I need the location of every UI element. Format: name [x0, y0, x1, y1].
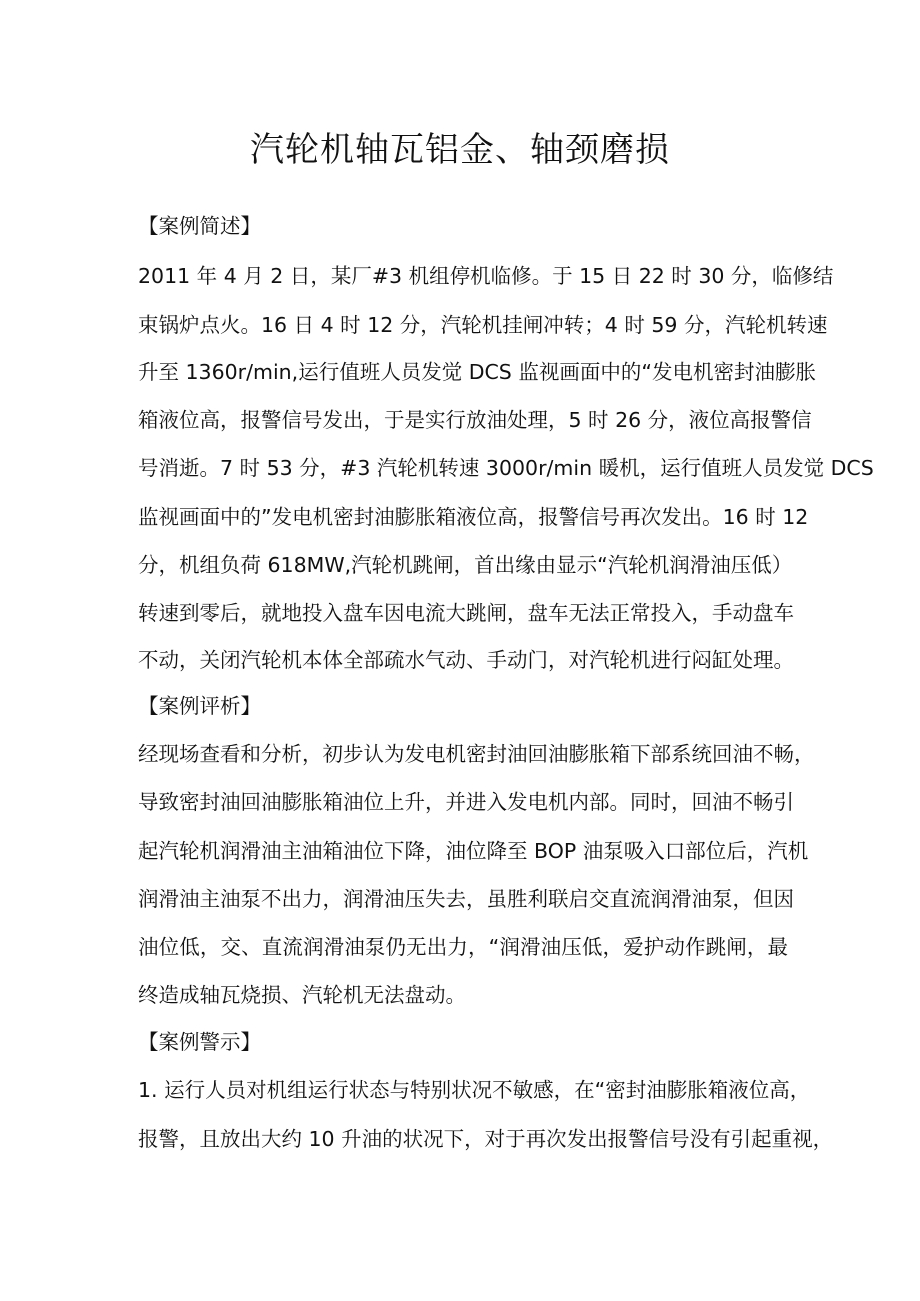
document-title: 汽轮机轴瓦铝金、轴颈磨损 [250, 130, 670, 170]
section-heading-analysis: 【案例评析】 [138, 694, 261, 718]
paragraph-line: 不动，关闭汽轮机本体全部疏水气动、手动门，对汽轮机进行闷缸处理。 [138, 648, 794, 672]
section-heading-warning: 【案例警示】 [138, 1030, 261, 1054]
paragraph-line: 监视画面中的”发电机密封油膨胀箱液位高，报警信号再次发出。16 时 12 [138, 505, 809, 529]
paragraph-line: 号消逝。7 时 53 分，#3 汽轮机转速 3000r/min 暖机，运行值班人员发觉 DCS [138, 456, 874, 480]
section-heading-summary: 【案例简述】 [138, 214, 261, 238]
paragraph-line: 油位低，交、直流润滑油泵仍无出力，“润滑油压低，爱护动作跳闸，最 [138, 935, 788, 959]
paragraph-line: 箱液位高，报警信号发出，于是实行放油处理，5 时 26 分，液位高报警信 [138, 408, 812, 432]
paragraph-line: 分，机组负荷 618MW,汽轮机跳闸，首出缘由显示“汽轮机润滑油压低） [138, 553, 793, 577]
paragraph-line: 润滑油主油泵不出力，润滑油压失去，虽胜利联启交直流润滑油泵，但因 [138, 887, 794, 911]
paragraph-line: 起汽轮机润滑油主油箱油位下降，油位降至 BOP 油泵吸入口部位后，汽机 [138, 839, 809, 863]
paragraph-line: 导致密封油回油膨胀箱油位上升，并进入发电机内部。同时，回油不畅引 [138, 790, 794, 814]
paragraph-line: 束锅炉点火。16 日 4 时 12 分，汽轮机挂闸冲转；4 时 59 分，汽轮机转速 [138, 313, 828, 337]
paragraph-line: 转速到零后，就地投入盘车因电流大跳闸，盘车无法正常投入，手动盘车 [138, 601, 794, 625]
paragraph-line: 经现场查看和分析，初步认为发电机密封油回油膨胀箱下部系统回油不畅， [138, 742, 815, 766]
paragraph-line: 2011 年 4 月 2 日，某厂#3 机组停机临修。于 15 日 22 时 30 分，临修结 [138, 264, 834, 288]
paragraph-line: 升至 1360r/min,运行值班人员发觉 DCS 监视画面中的“发电机密封油膨胀 [138, 360, 816, 384]
paragraph-line: 1. 运行人员对机组运行状态与特别状况不敏感，在“密封油膨胀箱液位高， [138, 1078, 811, 1102]
paragraph-line: 报警，且放出大约 10 升油的状况下，对于再次发出报警信号没有引起重视， [138, 1127, 834, 1151]
paragraph-line: 终造成轴瓦烧损、汽轮机无法盘动。 [138, 983, 466, 1007]
